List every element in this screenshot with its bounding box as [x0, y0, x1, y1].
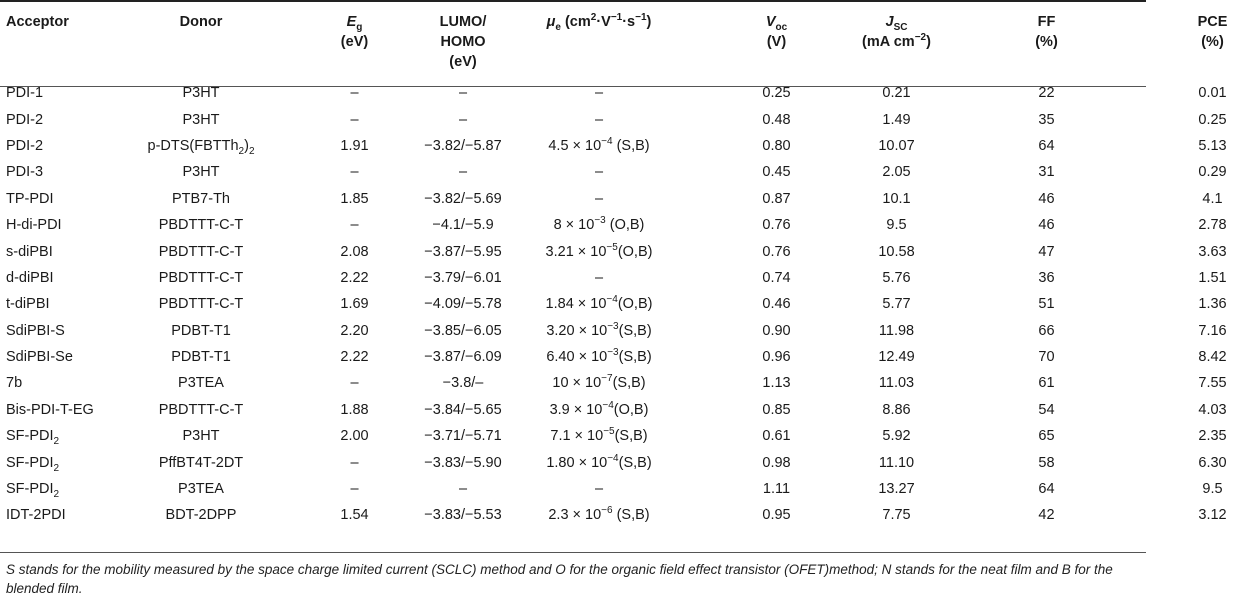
voc-cell: 0.76 — [762, 243, 791, 260]
voc-cell: 0.85 — [762, 401, 791, 418]
table-row — [0, 265, 1246, 291]
acceptor-cell: H-di-PDI — [6, 217, 62, 234]
bandgap-cell: 1.91 — [340, 137, 369, 154]
acceptor-cell: d-diPBI — [6, 269, 54, 286]
jsc-cell: 7.75 — [882, 507, 911, 524]
mobility-cell: $3.20 \times 10^{-3}(S,B)$ — [546, 320, 652, 339]
table-row — [0, 238, 1246, 264]
lumo-homo-cell: −4.1/−5.9 — [432, 217, 494, 234]
ff-cell: 46 — [1038, 190, 1055, 207]
acceptor-cell: TP-PDI — [6, 190, 54, 207]
donor-cell: PBDTTT-C-T — [158, 269, 244, 286]
mobility-cell: – — [594, 164, 604, 181]
lumo-homo-cell: −3.82/−5.69 — [424, 190, 502, 207]
donor-cell: PBDTTT-C-T — [158, 296, 244, 313]
ff-cell: 64 — [1038, 481, 1055, 498]
voc-cell: 0.96 — [762, 349, 791, 366]
table-row — [0, 476, 1246, 502]
pce-cell: 4.1 — [1202, 190, 1223, 207]
ff-cell: 42 — [1038, 507, 1055, 524]
pce-cell: 9.5 — [1202, 481, 1223, 498]
donor-cell: P3TEA — [178, 481, 224, 498]
jsc-cell: 5.76 — [882, 269, 911, 286]
table-row — [0, 318, 1246, 344]
donor-cell: P3HT — [182, 164, 220, 181]
table-row — [0, 370, 1246, 396]
mobility-cell: $10 \times 10^{-7}(S,B)$ — [552, 373, 646, 392]
jsc-cell: 10.58 — [878, 243, 915, 260]
ff-cell: 54 — [1038, 401, 1055, 418]
jsc-cell: 10.07 — [878, 137, 915, 154]
mobility-cell: $2.3 \times 10^{-6}$ (S,B) — [548, 505, 650, 524]
bandgap-cell: 1.69 — [340, 296, 369, 313]
voc-cell: 0.76 — [762, 217, 791, 234]
jsc-cell: 1.49 — [882, 111, 911, 128]
header-mobility: $\mu_e$ $(cm^2\cdot V^{-1}\cdot s^{-1})$ — [546, 12, 652, 33]
voc-cell: 1.13 — [762, 375, 791, 392]
mobility-cell: $1.80 \times 10^{-4}(S,B)$ — [546, 452, 652, 471]
acceptor-cell: SdiPBI-Se — [6, 349, 73, 366]
pce-cell: 4.03 — [1198, 401, 1227, 418]
mobility-cell: $8 \times 10^{-3}$ (O,B) — [553, 215, 645, 234]
ff-cell: 66 — [1038, 322, 1055, 339]
voc-cell: 0.46 — [762, 296, 791, 313]
voc-cell: 0.95 — [762, 507, 791, 524]
acceptor-cell: t-diPBI — [6, 296, 50, 313]
bandgap-cell: – — [350, 111, 359, 128]
header-ff: FF (%) — [1035, 14, 1058, 50]
lumo-homo-cell: – — [458, 111, 468, 128]
lumo-homo-cell: – — [458, 481, 468, 498]
pce-cell: 0.01 — [1198, 85, 1227, 102]
jsc-cell: 2.05 — [882, 164, 911, 181]
acceptor-cell: IDT-2PDI — [6, 507, 66, 524]
jsc-cell: 12.49 — [878, 349, 915, 366]
bandgap-cell: – — [350, 85, 359, 102]
bandgap-cell: – — [350, 375, 359, 392]
lumo-homo-cell: −3.82/−5.87 — [424, 137, 502, 154]
lumo-homo-cell: −4.09/−5.78 — [424, 296, 502, 313]
ff-cell: 35 — [1038, 111, 1055, 128]
jsc-cell: 0.21 — [882, 85, 911, 102]
mobility-cell: $4.5 \times 10^{-4}$ (S,B) — [548, 136, 650, 154]
pce-cell: 3.63 — [1198, 243, 1227, 260]
lumo-homo-cell: −3.79/−6.01 — [424, 269, 502, 286]
ff-cell: 31 — [1038, 164, 1055, 181]
table-row — [0, 423, 1246, 449]
header-eg: $E_g$ (eV) — [340, 14, 369, 50]
donor-cell: PBDTTT-C-T — [158, 401, 244, 418]
voc-cell: 0.74 — [762, 269, 791, 286]
donor-cell: P3TEA — [178, 375, 224, 392]
data-table — [0, 2, 1246, 529]
mobility-cell: – — [594, 85, 604, 102]
voc-cell: 0.87 — [762, 190, 791, 207]
table-row — [0, 106, 1246, 132]
jsc-cell: 5.92 — [882, 428, 911, 445]
bandgap-cell: 1.85 — [340, 190, 369, 207]
pce-cell: 0.29 — [1198, 164, 1227, 181]
header-jsc: $J_{SC}$ (mA $cm^{-2}$) — [862, 14, 931, 50]
acceptor-cell: $SF-PDI_2$ — [6, 481, 60, 500]
ff-cell: 22 — [1038, 85, 1055, 102]
mobility-cell: – — [594, 269, 604, 286]
lumo-homo-cell: −3.84/−5.65 — [424, 401, 502, 418]
acceptor-cell: SdiPBI-S — [6, 322, 65, 339]
lumo-homo-cell: −3.83/−5.90 — [424, 454, 502, 471]
lumo-homo-cell: −3.87/−6.09 — [424, 349, 502, 366]
donor-cell: P3HT — [182, 111, 220, 128]
acceptor-cell: 7b — [6, 375, 23, 392]
table-row — [0, 344, 1246, 370]
pce-cell: 1.36 — [1198, 296, 1227, 313]
mobility-cell: $1.84 \times 10^{-4}(O,B)$ — [545, 294, 653, 313]
pce-cell: 7.16 — [1198, 322, 1227, 339]
header-lumo-homo: LUMO/ HOMO (eV) — [439, 14, 487, 70]
header-pce: PCE (%) — [1197, 14, 1228, 50]
jsc-cell: 11.10 — [878, 454, 915, 471]
voc-cell: 0.98 — [762, 454, 791, 471]
bandgap-cell: 2.08 — [340, 243, 369, 260]
ff-cell: 46 — [1038, 217, 1055, 234]
mobility-cell: – — [594, 481, 604, 498]
pce-cell: 8.42 — [1198, 349, 1227, 366]
lumo-homo-cell: −3.87/−5.95 — [424, 243, 502, 260]
table-row — [0, 186, 1246, 212]
voc-cell: 0.25 — [762, 85, 791, 102]
acceptor-cell: PDI-2 — [6, 111, 44, 128]
donor-cell: PBDTTT-C-T — [158, 217, 244, 234]
acceptor-cell: PDI-2 — [6, 137, 44, 154]
mobility-cell: $3.9 \times 10^{-4}(O,B)$ — [549, 400, 649, 418]
header-row — [0, 2, 1246, 76]
bandgap-cell: 2.22 — [340, 349, 369, 366]
jsc-cell: 9.5 — [886, 217, 907, 234]
table-row — [0, 449, 1246, 475]
donor-cell: P3HT — [182, 85, 220, 102]
donor-cell: PDBT-T1 — [171, 322, 231, 339]
donor-cell: PDBT-T1 — [171, 349, 231, 366]
lumo-homo-cell: −3.85/−6.05 — [424, 322, 502, 339]
donor-cell: PBDTTT-C-T — [158, 243, 244, 260]
donor-cell: PTB7-Th — [171, 190, 230, 207]
header-voc: $V_{oc}$ (V) — [765, 14, 788, 50]
ff-cell: 58 — [1038, 454, 1055, 471]
jsc-cell: 8.86 — [882, 401, 911, 418]
acceptor-cell: $SF-PDI_2$ — [6, 454, 60, 474]
jsc-cell: 10.1 — [882, 190, 911, 207]
header-acceptor: Acceptor — [6, 14, 69, 30]
voc-cell: 1.11 — [762, 481, 791, 498]
pce-cell: 2.35 — [1198, 428, 1227, 445]
voc-cell: 0.90 — [762, 322, 791, 339]
voc-cell: 0.61 — [762, 428, 791, 445]
table-row — [0, 133, 1246, 159]
bandgap-cell: – — [350, 454, 359, 471]
table-row — [0, 502, 1246, 528]
table-row — [0, 397, 1246, 423]
acceptor-cell: PDI-1 — [6, 85, 44, 102]
lumo-homo-cell: −3.71/−5.71 — [424, 428, 502, 445]
bandgap-cell: – — [350, 481, 359, 498]
pce-cell: 0.25 — [1198, 111, 1227, 128]
donor-cell: P3HT — [182, 428, 220, 445]
bottom-rule — [0, 552, 1146, 553]
pce-cell: 1.51 — [1198, 269, 1227, 286]
jsc-cell: 5.77 — [882, 296, 911, 313]
lumo-homo-cell: −3.8/– — [442, 375, 484, 392]
jsc-cell: 13.27 — [878, 481, 915, 498]
acceptor-cell: $SF-PDI_2$ — [6, 428, 60, 448]
table-row — [0, 76, 1246, 106]
ff-cell: 61 — [1038, 375, 1055, 392]
voc-cell: 0.45 — [762, 164, 791, 181]
bandgap-cell: 2.22 — [340, 269, 369, 286]
ff-cell: 36 — [1038, 269, 1055, 286]
voc-cell: 0.48 — [762, 111, 791, 128]
pce-cell: 6.30 — [1198, 454, 1227, 471]
voc-cell: 0.80 — [762, 137, 791, 154]
bandgap-cell: – — [350, 164, 359, 181]
acceptor-cell: s-diPBI — [6, 243, 53, 260]
mobility-cell: – — [594, 111, 604, 128]
ff-cell: 65 — [1038, 428, 1055, 445]
bandgap-cell: 1.88 — [340, 401, 369, 418]
ff-cell: 64 — [1038, 137, 1055, 154]
ff-cell: 70 — [1038, 349, 1055, 366]
pce-cell: 2.78 — [1198, 217, 1227, 234]
lumo-homo-cell: −3.83/−5.53 — [424, 507, 502, 524]
bandgap-cell: 1.54 — [340, 507, 369, 524]
mobility-cell: $6.40 \times 10^{-3}(S,B)$ — [546, 347, 652, 366]
ff-cell: 47 — [1038, 243, 1055, 260]
table-row — [0, 291, 1246, 317]
table-row — [0, 159, 1246, 185]
bandgap-cell: 2.20 — [340, 322, 369, 339]
mobility-cell: $7.1 \times 10^{-5}(S,B)$ — [550, 426, 648, 445]
donor-cell: BDT-2DPP — [165, 507, 237, 524]
lumo-homo-cell: – — [458, 85, 468, 102]
mobility-cell: $3.21 \times 10^{-5}(O,B)$ — [545, 241, 653, 260]
jsc-cell: 11.98 — [878, 322, 915, 339]
pce-cell: 7.55 — [1198, 375, 1227, 392]
mobility-cell: – — [594, 190, 604, 207]
lumo-homo-cell: – — [458, 164, 468, 181]
acceptor-cell: PDI-3 — [6, 164, 44, 181]
jsc-cell: 11.03 — [878, 375, 915, 392]
donor-cell: PffBT4T-2DT — [158, 454, 244, 471]
donor-cell: $p-DTS(FBTTh_2)_2$ — [147, 137, 255, 157]
pce-cell: 5.13 — [1198, 137, 1227, 154]
acceptor-cell: Bis-PDI-T-EG — [6, 401, 94, 418]
bandgap-cell: – — [350, 217, 359, 234]
ff-cell: 51 — [1038, 296, 1055, 313]
bandgap-cell: 2.00 — [340, 428, 369, 445]
table-row — [0, 212, 1246, 238]
header-donor: Donor — [179, 14, 223, 30]
table-footnote: S stands for the mobility measured by the space charge limited current (SCLC) method and O for the organic field effect transistor (OFET)method; N stands for the neat film and B for the blended film. — [6, 562, 1113, 596]
pce-cell: 3.12 — [1198, 507, 1227, 524]
